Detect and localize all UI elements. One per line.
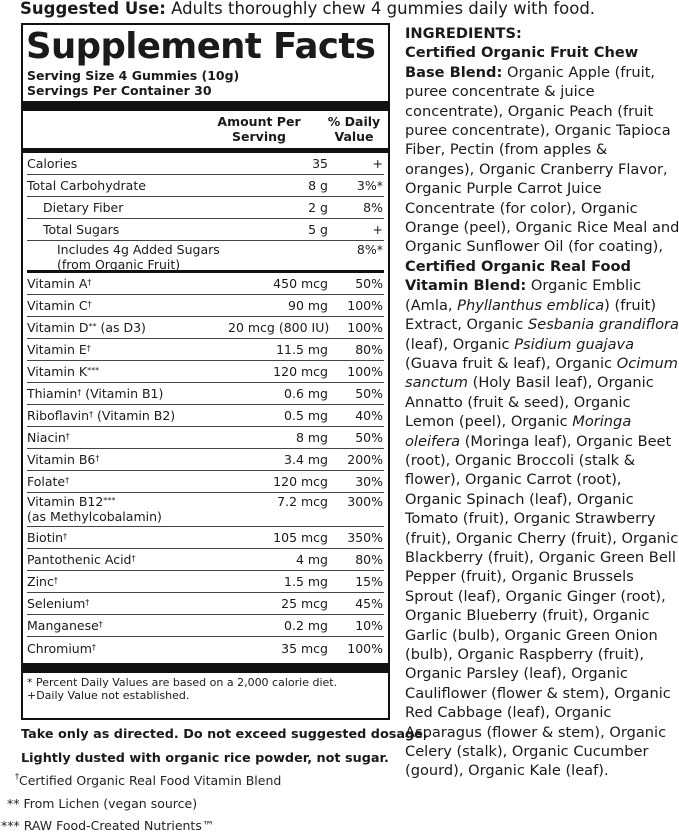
nutrient-row [27, 197, 384, 219]
nutrient-footnote-mark: † [86, 344, 91, 353]
suggested-use [20, 0, 595, 19]
nutrient-name [27, 474, 228, 489]
nutrient-row [27, 571, 384, 593]
nutrient-row [27, 549, 384, 571]
nutrient-name [27, 298, 228, 313]
blend2-latin-4: Ocimum sanctum [405, 354, 678, 392]
nutrient-name [27, 156, 228, 171]
nutrient-name-text: Niacin [27, 430, 66, 445]
nutrient-name-text: Vitamin C [27, 298, 88, 313]
nutrient-name [27, 320, 228, 335]
nutrient-amount: 0.5 mg [284, 408, 328, 423]
nutrient-name [27, 530, 228, 545]
nutrient-row [27, 361, 384, 383]
nutrient-daily-value: 100% [347, 298, 383, 313]
note-dagger [15, 773, 281, 788]
nutrient-table [27, 153, 384, 659]
nutrient-daily-value: 15% [355, 574, 383, 589]
nutrient-name-text: Total Sugars [43, 222, 120, 237]
nutrient-name [27, 552, 228, 567]
nutrient-name [27, 222, 228, 237]
nutrient-name [27, 276, 228, 291]
nutrient-row [27, 175, 384, 197]
nutrient-daily-value: 350% [347, 530, 383, 545]
nutrient-name-text: Includes 4g Added Sugars [57, 242, 220, 257]
nutrient-amount: 7.2 mcg [277, 494, 328, 509]
nutrient-name [27, 494, 228, 524]
nutrient-name-text: Vitamin A [27, 276, 88, 291]
nutrient-amount: 8 g [308, 178, 328, 193]
nutrient-amount: 5 g [308, 222, 328, 237]
ingredients-block [405, 24, 679, 781]
nutrient-amount: 25 mcg [281, 596, 328, 611]
nutrient-name-text: Vitamin D [27, 320, 89, 335]
nutrient-row [27, 339, 384, 361]
nutrient-daily-value: 300% [347, 494, 383, 509]
nutrient-footnote-mark: † [85, 598, 90, 607]
note-triple-star-mark: *** [1, 818, 20, 833]
nutrient-name-suffix: (Vitamin B2) [93, 408, 176, 423]
amount-header: Amount Per Serving [217, 114, 301, 144]
nutrient-daily-value: 80% [355, 342, 383, 357]
thick-divider [23, 101, 388, 111]
nutrient-amount: 105 mcg [273, 530, 328, 545]
footnote-dv: * Percent Daily Values are based on a 2,000 calorie diet. [27, 676, 338, 689]
nutrient-name-text: Vitamin B6 [27, 452, 96, 467]
nutrient-name-text: Vitamin E [27, 342, 87, 357]
nutrient-name-text: Pantothenic Acid [27, 552, 132, 567]
nutrient-footnote-mark: † [65, 432, 70, 441]
nutrient-name [27, 386, 228, 401]
nutrient-name-text: Total Carbohydrate [27, 178, 146, 193]
footnote-not-established: +Daily Value not established. [27, 689, 190, 702]
thick-divider-bottom [23, 663, 388, 673]
nutrient-name-text: Vitamin K [27, 364, 88, 379]
nutrient-daily-value: 8%* [356, 242, 383, 257]
nutrient-row [27, 405, 384, 427]
nutrient-row [27, 593, 384, 615]
nutrient-name [27, 430, 228, 445]
blend2-text-4: (Guava fruit & leaf), Organic [405, 354, 617, 372]
note-triple-star-text: RAW Food-Created Nutrients™ [19, 818, 215, 833]
warning-dusted: Lightly dusted with organic rice powder, not sugar. [21, 751, 389, 766]
nutrient-name-text: Dietary Fiber [43, 200, 124, 215]
nutrient-amount: 35 [312, 156, 328, 171]
nutrient-name [27, 452, 228, 467]
blend2-text-3: (leaf), Organic [405, 335, 515, 353]
nutrient-row [27, 427, 384, 449]
nutrient-name-suffix: (as D3) [96, 320, 146, 335]
nutrient-daily-value: 3%* [356, 178, 383, 193]
supplement-facts-panel [21, 23, 390, 720]
nutrient-row [27, 295, 384, 317]
nutrient-amount: 120 mcg [273, 474, 328, 489]
blend2-text-6: (Moringa leaf), Organic Beet (root), Organic Broccoli (stalk & flower), Organic Carrot (root), Organic Spinach (leaf), Organic Tomato (fruit), Organic Strawberry (fruit), Organic Cherry (fruit), Organic Blackberry (fruit), Organic Green Bell Pepper (fruit), Organic Brussels Sprout (leaf), Organic Ginger (root), Organic Blueberry (fruit), Organic Garlic (bulb), Organic Green Onion (bulb), Organic Raspberry (fruit), Organic Parsley (leaf), Organic Cauliflower (flower & stem), Organic Red Cabbage (leaf), Organic Asparagus (flower & stem), Organic Celery (stalk), Organic Cucumber (gourd), Organic Kale (leaf). [405, 432, 679, 780]
nutrient-row [27, 383, 384, 405]
nutrient-amount: 1.5 mg [284, 574, 328, 589]
nutrient-amount: 35 mcg [281, 640, 328, 656]
nutrient-name-text: Selenium [27, 596, 86, 611]
nutrient-row [27, 153, 384, 175]
nutrient-daily-value: 40% [355, 408, 383, 423]
footnotes [27, 673, 384, 702]
nutrient-name-text: Zinc [27, 574, 54, 589]
nutrient-footnote-mark: *** [87, 366, 100, 375]
servings-per-container: Servings Per Container 30 [27, 83, 212, 98]
note-dagger-mark: † [15, 772, 19, 781]
nutrient-daily-value: 50% [355, 430, 383, 445]
blend2-text-1: Organic Emblic (Amla, [405, 277, 642, 314]
nutrient-name [27, 242, 228, 272]
nutrient-footnote-mark: † [87, 278, 92, 287]
nutrient-name-text: Manganese [27, 618, 99, 633]
nutrient-name-text: Calories [27, 156, 78, 171]
nutrient-row [27, 493, 384, 527]
nutrient-amount: 90 mg [288, 298, 328, 313]
nutrient-amount: 3.4 mg [284, 452, 328, 467]
nutrient-daily-value: 10% [355, 618, 383, 633]
nutrient-footnote-mark: † [131, 554, 136, 563]
blend2-latin-2: Sesbania grandiflora [527, 316, 679, 334]
nutrient-footnote-mark: † [77, 388, 82, 397]
blend2-latin-1: Phyllanthus emblica [457, 296, 605, 314]
note-triple-star [1, 818, 214, 833]
nutrient-row [27, 317, 384, 339]
blend2-latin-5: Moringa oleifera [405, 413, 632, 450]
nutrient-name-text: Riboflavin [27, 408, 90, 423]
nutrient-amount: 120 mcg [273, 364, 328, 379]
nutrient-name [27, 574, 228, 589]
ingredients-heading: INGREDIENTS: [405, 25, 522, 42]
nutrient-row [27, 615, 384, 637]
note-double-star-text: From Lichen (vegan source) [19, 796, 198, 811]
serving-size: Serving Size 4 Gummies (10g) [27, 68, 240, 83]
nutrient-name [27, 200, 228, 215]
nutrient-name [27, 596, 228, 611]
nutrient-footnote-mark: *** [103, 496, 116, 505]
nutrient-amount: 0.2 mg [284, 618, 328, 633]
nutrient-daily-value: 100% [347, 364, 383, 379]
nutrient-footnote-mark: † [65, 476, 70, 485]
nutrient-daily-value: 45% [355, 596, 383, 611]
nutrient-name-suffix: (Vitamin B1) [81, 386, 164, 401]
nutrient-name [27, 408, 228, 423]
nutrient-name-text: Folate [27, 474, 66, 489]
nutrient-name [27, 342, 228, 357]
nutrient-amount: 2 g [308, 200, 328, 215]
nutrient-name-text: Vitamin B12 [27, 494, 104, 509]
nutrient-footnote-mark: † [98, 620, 103, 629]
nutrient-name [27, 641, 228, 656]
panel-title: Supplement Facts [26, 26, 376, 67]
blend2-latin-3: Psidium guajava [514, 335, 635, 353]
nutrient-footnote-mark: † [87, 300, 92, 309]
nutrient-daily-value: 30% [355, 474, 383, 489]
nutrient-amount: 4 mg [295, 552, 328, 567]
suggested-use-label: Suggested Use: [20, 0, 166, 18]
nutrient-daily-value: 8% [363, 200, 383, 215]
nutrient-daily-value: + [372, 156, 383, 171]
suggested-use-text: Adults thoroughly chew 4 gummies daily with food. [165, 0, 596, 18]
nutrient-daily-value: + [372, 222, 383, 237]
note-double-star [7, 796, 197, 811]
nutrient-daily-value: 100% [347, 640, 383, 656]
nutrient-row [27, 449, 384, 471]
nutrient-row [27, 527, 384, 549]
blend1-title: Certified Organic Fruit Chew Base Blend: [405, 44, 639, 81]
nutrient-name-text: Biotin [27, 530, 63, 545]
note-dagger-text: Certified Organic Real Food Vitamin Blend [19, 773, 282, 788]
blend2-title: Certified Organic Real Food Vitamin Blend: [405, 257, 631, 295]
nutrient-row [27, 219, 384, 241]
nutrient-row [27, 273, 384, 295]
nutrient-row [27, 241, 384, 273]
column-header [27, 111, 384, 148]
nutrient-name [27, 364, 228, 379]
nutrient-footnote-mark: † [63, 532, 67, 541]
nutrient-daily-value: 200% [347, 452, 383, 467]
nutrient-amount: 450 mcg [273, 276, 328, 291]
nutrient-footnote-mark: ** [88, 322, 97, 331]
nutrient-name-text: Thiamin [27, 386, 78, 401]
blend2-text-5: (Holy Basil leaf), Organic Annatto (fruit & seed), Organic Lemon (peel), Organic [405, 374, 654, 431]
nutrient-name [27, 178, 228, 193]
nutrient-name [27, 618, 228, 633]
nutrient-footnote-mark: † [89, 410, 94, 419]
nutrient-name-text: Chromium [27, 640, 92, 656]
blend1-text: Organic Apple (fruit, puree concentrate & juice concentrate), Organic Peach (fruit puree concentrate), Organic Tapioca Fiber, Pectin (from apples & oranges), Organic Cranberry Flavor, Organic Purple Carrot Juice Concentrate (for color), Organic Orange (peel), Organic Rice Meal and Organic Sunflower Oil (for coating), [405, 63, 679, 256]
nutrient-name-line2: (as Methylcobalamin) [27, 509, 162, 524]
dv-header: % Daily Value [327, 114, 381, 144]
nutrient-daily-value: 100% [347, 320, 383, 335]
nutrient-amount: 11.5 mg [276, 342, 328, 357]
nutrient-daily-value: 50% [355, 386, 383, 401]
note-double-star-mark: ** [7, 796, 20, 811]
nutrient-daily-value: 80% [355, 552, 383, 567]
nutrient-amount: 8 mg [295, 430, 328, 445]
warning-dosage: Take only as directed. Do not exceed suggested dosage. [21, 727, 428, 742]
nutrient-footnote-mark: † [53, 576, 58, 585]
nutrient-name-line2: (from Organic Fruit) [57, 257, 181, 272]
nutrient-amount: 20 mcg (800 IU) [228, 320, 330, 335]
nutrient-footnote-mark: † [91, 642, 96, 652]
nutrient-row [27, 637, 384, 659]
nutrient-amount: 0.6 mg [284, 386, 328, 401]
blend2-text-2: ) (fruit) Extract, Organic [405, 296, 657, 334]
nutrient-row [27, 471, 384, 493]
nutrient-footnote-mark: † [95, 454, 100, 463]
nutrient-daily-value: 50% [355, 276, 383, 291]
